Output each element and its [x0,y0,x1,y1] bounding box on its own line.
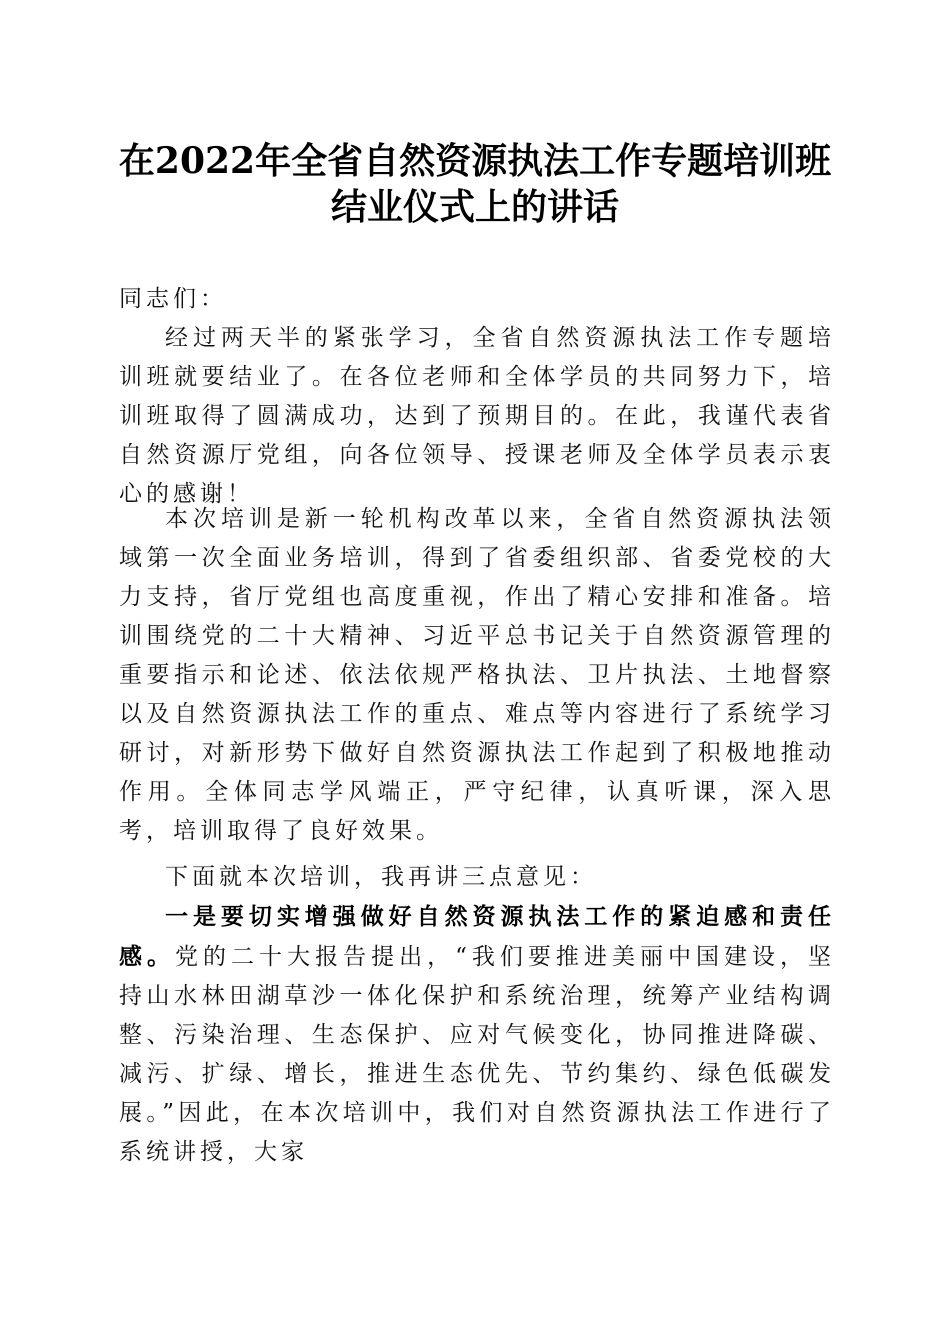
document-title-line-2: 结业仪式上的讲话 [330,186,619,228]
paragraph-4 [119,897,835,1172]
paragraph-1: 经过两天半的紧张学习，全省自然资源执法工作专题培训班就要结业了。在各位老师和全体学员的共同努力下，培训班取得了圆满成功，达到了预期目的。在此，我谨代表省自然资源厅党组，向各位领导、授课老师及全体学员表示衷心的感谢！ [119,325,835,507]
paragraph-2: 本次培训是新一轮机构改革以来，全省自然资源执法领域第一次全面业务培训，得到了省委组织部、省委党校的大力支持，省厅党组也高度重视，作出了精心安排和准备。培训围绕党的二十大精神、习近平总书记关于自然资源管理的重要指示和论述、依法依规严格执法、卫片执法、土地督察以及自然资源执法工作的重点、难点等内容进行了系统学习研讨，对新形势下做好自然资源执法工作起到了积极地推动作用。全体同志学风端正，严守纪律，认真听课，深入思考，培训取得了良好效果。 [119,506,835,844]
greeting: 同志们： [119,286,227,312]
document-title-line-1: 在2022年全省自然资源执法工作专题培训班 [118,140,832,182]
paragraph-4-lead: 一是要切实增强做好自然资源执法工作的紧迫感和责任感。 [119,903,835,970]
paragraph-4-body: 党的二十大报告提出，“我们要推进美丽中国建设，坚持山水林田湖草沙一体化保护和系统治理，统筹产业结构调整、污染治理、生态保护、应对气候变化，协同推进降碳、减污、扩绿、增长，推进生态优先、节约集约、绿色低碳发展。”因此，在本次培训中，我们对自然资源执法工作进行了系统讲授，大家 [119,944,836,1165]
paragraph-3: 下面就本次培训，我再讲三点意见： [165,864,597,890]
